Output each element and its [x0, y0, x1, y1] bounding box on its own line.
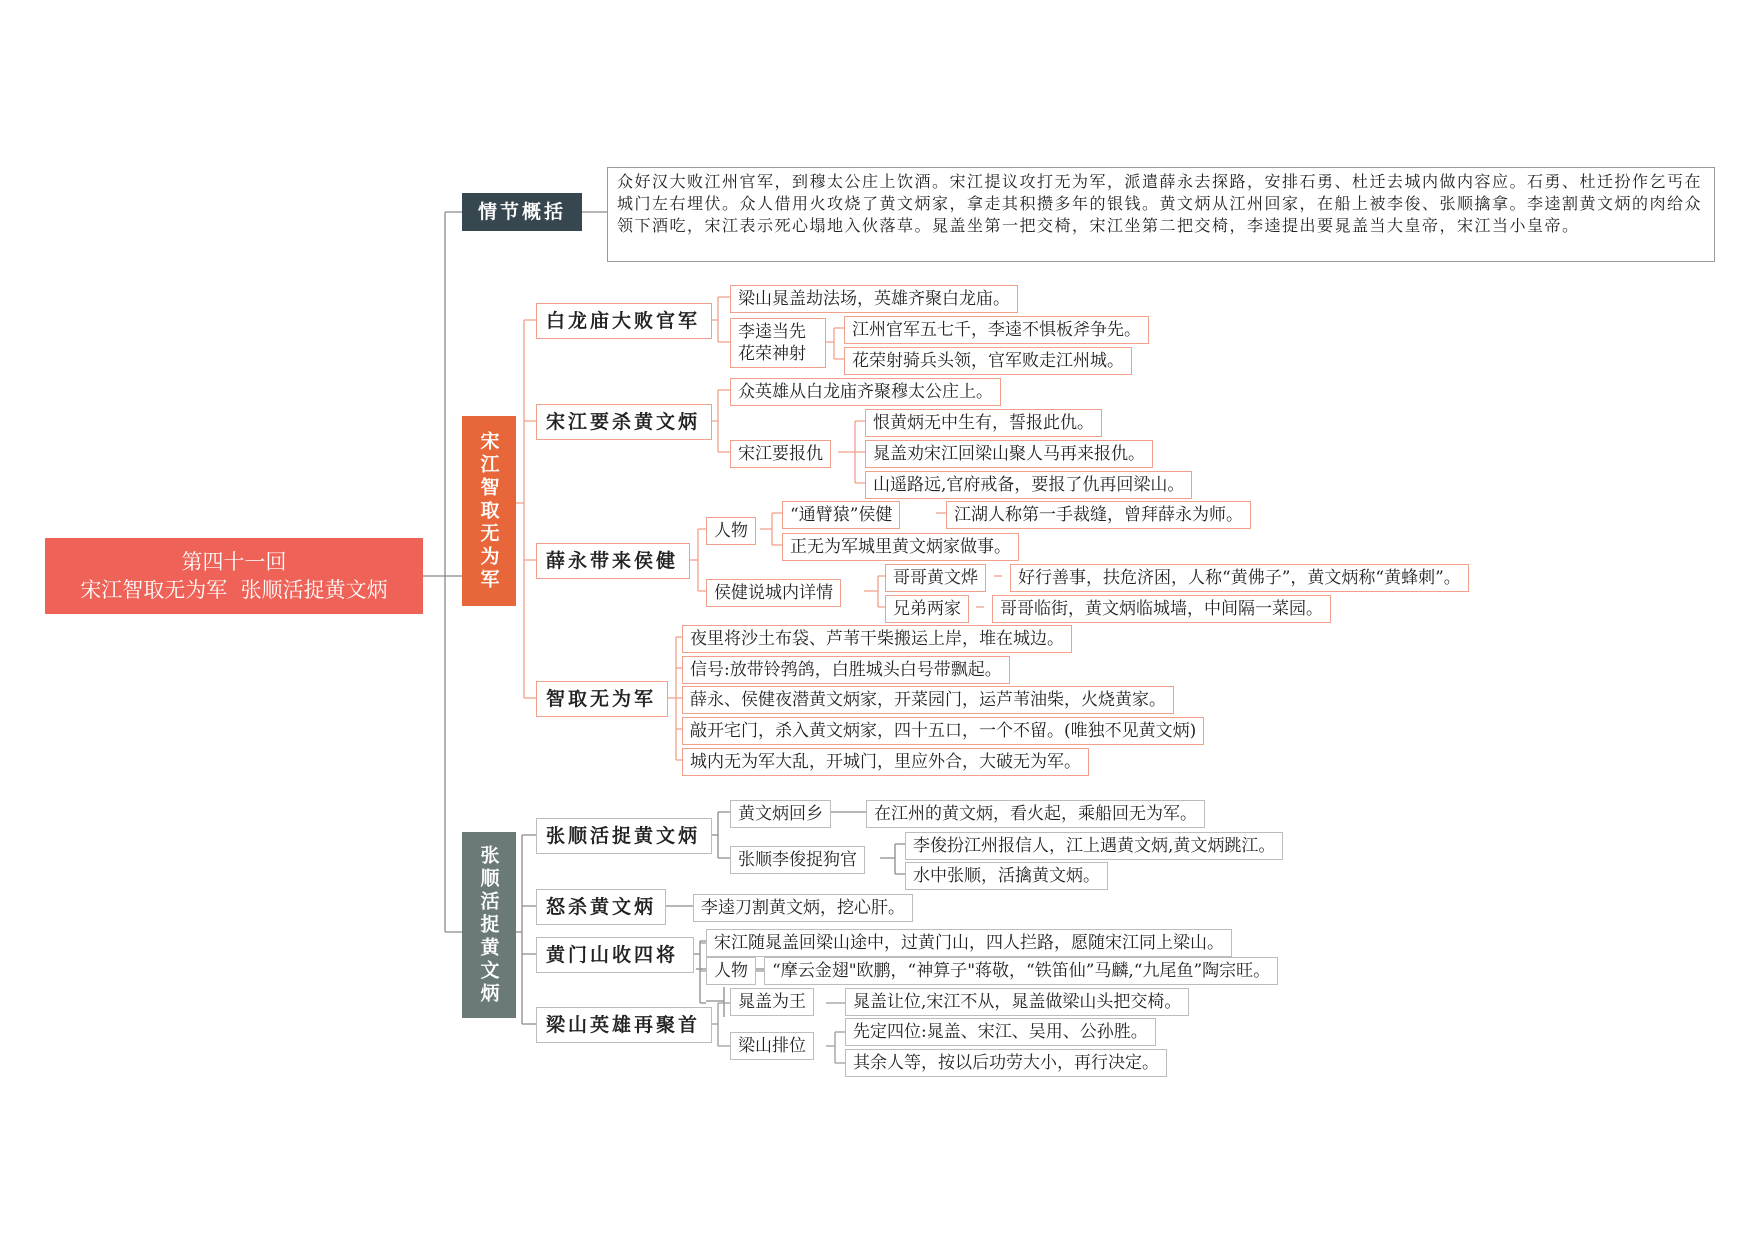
leaf-huangmenshan-lanlu[interactable]: 宋江随晁盖回梁山途中，过黄门山，四人拦路，愿随宋江同上梁山。 [706, 929, 1232, 957]
leaf-qiyu-rendeng[interactable]: 其余人等，按以后功劳大小，再行决定。 [845, 1049, 1167, 1077]
branch-zaijushou[interactable]: 梁山英雄再聚首 [536, 1007, 712, 1043]
leaf-zhiqu-item-3[interactable]: 薛永、侯健夜潜黄文炳家，开菜园门，运芦苇油柴，火烧黄家。 [682, 686, 1174, 714]
branch-zhangshun-huozhuo[interactable]: 张顺活捉黄文炳 [536, 818, 712, 854]
zhangshun-section-label[interactable]: 张顺活捉黄文炳 [462, 832, 516, 1018]
leaf-huangfozi[interactable]: 好行善事，扶危济困，人称“黄佛子”，黄文炳称“黄蜂刺”。 [1010, 564, 1469, 592]
songjiang-section-label[interactable]: 宋江智取无为军 [462, 416, 516, 606]
summary-text: 众好汉大败江州官军，到穆太公庄上饮酒。宋江提议攻打无为军，派遣薛永去探路，安排石勇、杜迁去城内做内容应。石勇、杜迁扮作乞丐在城门左右埋伏。众人借用火攻烧了黄文炳家，拿走其积攒多年的银钱。黄文炳从江州回家，在船上被李俊、张顺擒拿。李逵割黄文炳的肉给众领下酒吃，宋江表示死心塌地入伙落草。晁盖坐第一把交椅，宋江坐第二把交椅，李逵提出要晁盖当大皇帝，宋江当小皇帝。 [607, 167, 1715, 262]
leaf-chaogai-rangwei[interactable]: 晁盖让位,宋江不从，晁盖做梁山头把交椅。 [845, 988, 1189, 1016]
node-huangwenbing-huixiang[interactable]: 黄文炳回乡 [730, 800, 831, 828]
leaf-jiefachang[interactable]: 梁山晁盖劫法场，英雄齐聚白龙庙。 [730, 285, 1018, 313]
branch-bailongmiao[interactable]: 白龙庙大败官军 [536, 303, 712, 339]
node-tongbiyuan-houjian[interactable]: “通臂猿”侯健 [782, 501, 900, 529]
node-likui-dangxian: 李逵当先 [738, 322, 806, 342]
leaf-chaogai-quan[interactable]: 晁盖劝宋江回梁山聚人马再来报仇。 [865, 440, 1153, 468]
leaf-gege-linjie[interactable]: 哥哥临街，黄文炳临城墙，中间隔一菜园。 [992, 595, 1331, 623]
leaf-chengchuan-hui[interactable]: 在江州的黄文炳，看火起，乘船回无为军。 [866, 800, 1205, 828]
node-liangshan-paiwei[interactable]: 梁山排位 [730, 1032, 814, 1060]
node-likui-huarong[interactable] [730, 318, 826, 368]
branch-zhiqu-wuweijun[interactable]: 智取无为军 [536, 681, 668, 717]
node-zhangshun-lijun[interactable]: 张顺李俊捉狗官 [730, 846, 865, 874]
branch-songjiang-yaosha[interactable]: 宋江要杀黄文炳 [536, 404, 712, 440]
leaf-jiangzhou-guanjun[interactable]: 江州官军五七千，李逵不惧板斧争先。 [844, 316, 1149, 344]
branch-nusha[interactable]: 怒杀黄文炳 [536, 889, 666, 925]
leaf-muaigong-zhuang[interactable]: 众英雄从白龙庙齐聚穆太公庄上。 [730, 378, 1001, 406]
leaf-huangwenbing-jia-zuoshi[interactable]: 正无为军城里黄文炳家做事。 [782, 533, 1019, 561]
node-chaogai-weiwang[interactable]: 晁盖为王 [730, 988, 814, 1016]
summary-section-label[interactable]: 情节概括 [462, 193, 582, 231]
leaf-shuizhong-zhangshun[interactable]: 水中张顺，活擒黄文炳。 [905, 862, 1108, 890]
leaf-jianghu-caifeng[interactable]: 江湖人称第一手裁缝，曾拜薛永为师。 [946, 501, 1251, 529]
leaf-zhiqu-item-2[interactable]: 信号:放带铃鹁鸽，白胜城头白号带飘起。 [682, 656, 1010, 684]
root-topic[interactable] [45, 538, 423, 614]
node-songjiang-baochou[interactable]: 宋江要报仇 [730, 440, 831, 468]
root-chapter: 第四十一回 [181, 550, 287, 574]
leaf-zhiqu-item-1[interactable]: 夜里将沙土布袋、芦苇干柴搬运上岸，堆在城边。 [682, 625, 1072, 653]
leaf-likui-dao[interactable]: 李逵刀割黄文炳，挖心肝。 [693, 894, 913, 922]
leaf-zhiqu-item-5[interactable]: 城内无为军大乱，开城门，里应外合，大破无为军。 [682, 748, 1089, 776]
leaf-sijiang-names[interactable]: “摩云金翅"欧鹏，“神算子"蒋敬，“铁笛仙”马麟,“九尾鱼”陶宗旺。 [764, 957, 1278, 985]
root-title: 宋江智取无为军 张顺活捉黄文炳 [80, 578, 388, 602]
leaf-zhiqu-item-4[interactable]: 敲开宅门，杀入黄文炳家，四十五口，一个不留。(唯独不见黄文炳) [682, 717, 1204, 745]
node-renwu-2[interactable]: 人物 [706, 957, 756, 985]
branch-xueyong-houjian[interactable]: 薛永带来侯健 [536, 543, 690, 579]
leaf-lijun-baoxin[interactable]: 李俊扮江州报信人，江上遇黄文炳,黄文炳跳江。 [905, 832, 1283, 860]
branch-huangmenshan[interactable]: 黄门山收四将 [536, 937, 694, 973]
node-xiongdi-liangjia[interactable]: 兄弟两家 [885, 595, 969, 623]
node-renwu-1[interactable]: 人物 [706, 517, 756, 545]
leaf-huarong-sheqi[interactable]: 花荣射骑兵头领，官军败走江州城。 [844, 347, 1132, 375]
leaf-hen-huangbing[interactable]: 恨黄炳无中生有，誓报此仇。 [865, 409, 1102, 437]
node-houjian-shuo[interactable]: 侯健说城内详情 [706, 579, 841, 607]
node-huarong-shenshe: 花荣神射 [738, 344, 806, 364]
leaf-shanyao-luyuan[interactable]: 山遥路远,官府戒备，要报了仇再回梁山。 [865, 471, 1192, 499]
node-gege-huangwenye[interactable]: 哥哥黄文烨 [885, 564, 986, 592]
leaf-xianding-siwei[interactable]: 先定四位:晁盖、宋江、吴用、公孙胜。 [845, 1018, 1156, 1046]
